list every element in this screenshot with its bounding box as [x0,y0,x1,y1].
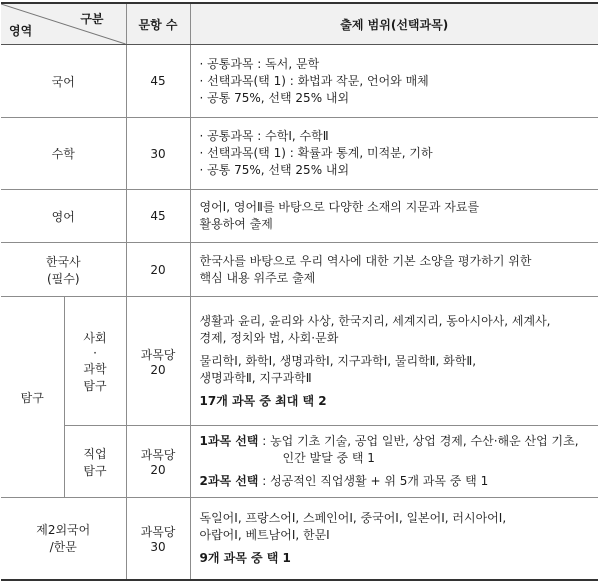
header-row [1,3,598,45]
count-value: 20 [150,362,166,377]
scope-math [190,118,598,190]
header-count-label: 문항 수 [126,3,190,45]
sub-area-line: · [93,345,97,360]
count-social-science [126,297,190,426]
scope-line: 물리학Ⅰ, 화학Ⅰ, 생명과학Ⅰ, 지구과학Ⅰ, 물리학Ⅱ, 화학Ⅱ, [199,353,477,368]
row-history [1,243,598,297]
scope-line: 활용하여 출제 [199,217,273,231]
header-area-category-cell [1,3,126,45]
count-value: 30 [150,539,166,554]
sub-area-line: 탐구 [83,378,107,393]
area-history [1,243,126,297]
scope-foreign-language [190,498,598,580]
scope-english [190,190,598,243]
sub-area-vocational [64,426,126,498]
area-korean: 국어 [1,45,126,118]
sub-area-line: 탐구 [83,463,107,478]
count-value: 20 [150,463,166,477]
exam-scope-table [1,2,598,581]
scope-line: 한국사를 바탕으로 우리 역사에 대한 기본 소양을 평가하기 위한 [199,253,532,268]
header-area-label: 영역 [9,24,33,38]
sub-area-social-science [64,297,126,426]
sub-area-line: 과학 [83,361,107,376]
scope-line: 경제, 정치와 법, 사회·문화 [199,330,339,345]
count-history: 20 [126,243,190,297]
scope-line: · 공통 75%, 선택 25% 내외 [199,90,350,105]
area-math: 수학 [1,118,126,190]
scope-line: 아랍어Ⅰ, 베트남어Ⅰ, 한문Ⅰ [199,527,330,542]
scope-line: · 공통과목 : 수학Ⅰ, 수학Ⅱ [199,129,329,143]
area-inquiry: 탐구 [1,297,64,498]
area-foreign-line1: 제2외국어 [36,523,91,538]
scope-line: 핵심 내용 위주로 출제 [199,270,316,285]
count-prefix: 과목당 [140,524,176,539]
scope-line: 생명과학Ⅱ, 지구과학Ⅱ [199,370,312,385]
option-1-text: : 농업 기초 기술, 공업 일반, 상업 경제, 수산·해운 산업 기초, [258,434,579,448]
count-english: 45 [126,190,190,243]
scope-line: · 공통 75%, 선택 25% 내외 [199,163,350,177]
scope-note: 17개 과목 중 최대 택 2 [199,393,327,408]
option-1-continuation: 인간 발달 중 택 1 [282,451,375,465]
scope-line: 영어Ⅰ, 영어Ⅱ를 바탕으로 다양한 소재의 지문과 자료를 [199,200,480,214]
scope-option-2 [200,473,591,490]
sub-area-line: 직업 [83,446,107,461]
scope-option-1 [200,433,591,450]
scope-line: · 공통과목 : 독서, 문학 [199,56,320,71]
header-category-label: 구분 [80,12,104,26]
scope-korean [190,45,598,118]
sub-area-line: 사회 [83,330,107,345]
scope-note: 9개 과목 중 택 1 [199,550,291,565]
row-math [1,118,598,190]
count-foreign-language [126,498,190,580]
count-korean: 45 [126,45,190,118]
row-english [1,190,598,243]
scope-social-science [190,297,598,426]
header-scope-label: 출제 범위(선택과목) [190,3,598,45]
scope-line: · 선택과목(택 1) : 확률과 통계, 미적분, 기하 [199,146,433,160]
option-2-text: : 성공적인 직업생활 + 위 5개 과목 중 택 1 [258,474,489,488]
row-social-science [1,297,598,426]
count-prefix: 과목당 [140,448,176,462]
row-foreign-language [1,498,598,580]
scope-vocational [190,426,598,498]
scope-line: 생활과 윤리, 윤리와 사상, 한국지리, 세계지리, 동아시아사, 세계사, [199,313,551,328]
area-history-line2: (필수) [46,271,80,286]
option-1-label: 1과목 선택 [199,434,259,448]
area-history-line1: 한국사 [45,254,81,269]
row-korean [1,45,598,118]
scope-line: 독일어Ⅰ, 프랑스어Ⅰ, 스페인어Ⅰ, 중국어Ⅰ, 일본어Ⅰ, 러시아어Ⅰ, [199,510,507,525]
row-vocational [1,426,598,498]
area-english: 영어 [1,190,126,243]
scope-history [190,243,598,297]
count-prefix: 과목당 [140,347,176,362]
scope-line: · 선택과목(택 1) : 화법과 작문, 언어와 매체 [199,73,429,88]
option-2-label: 2과목 선택 [199,474,259,488]
area-foreign-language [1,498,126,580]
count-math: 30 [126,118,190,190]
area-foreign-line2: /한문 [49,540,77,555]
count-vocational [126,426,190,498]
